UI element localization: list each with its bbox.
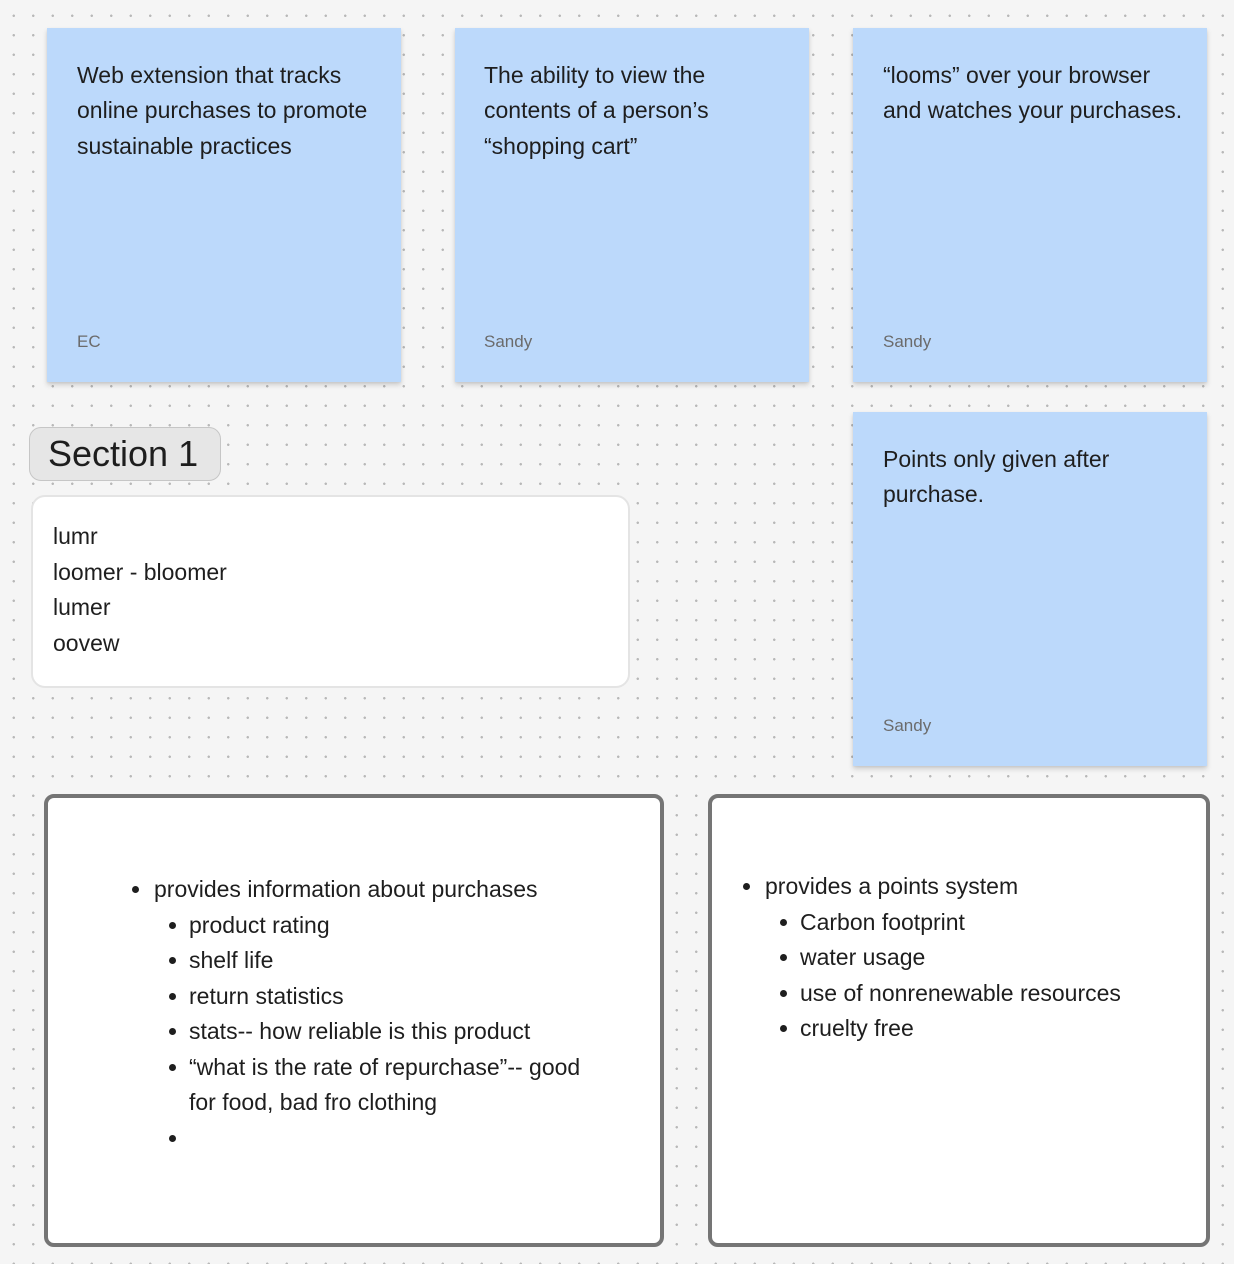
bullet-list: [132, 872, 602, 1156]
sub-list-item: [189, 1014, 602, 1050]
sticky-note-web-extension[interactable]: [47, 28, 401, 382]
bullet-icon: [743, 883, 750, 890]
list-item-text: provides information about purchases: [154, 876, 538, 902]
sticky-note-text: Points only given after purchase.: [883, 446, 1116, 508]
sticky-note-looms[interactable]: [853, 28, 1207, 382]
sub-list-item-text: “what is the rate of repurchase”-- good for food, bad fro clothing: [189, 1053, 581, 1115]
sub-list-item: [800, 905, 1183, 941]
points-system-list-card[interactable]: [708, 794, 1210, 1247]
sub-list-item-text: water usage: [800, 944, 926, 970]
sub-list: [154, 908, 602, 1157]
sticky-note-author: Sandy: [883, 332, 932, 351]
sub-list-item-empty[interactable]: [189, 1121, 602, 1157]
bullet-icon: [780, 1025, 787, 1032]
bullet-icon: [780, 954, 787, 961]
bullet-list: [743, 869, 1183, 1047]
sub-list-item-text: use of nonrenewable resources: [800, 979, 1121, 1006]
bullet-icon: [780, 919, 787, 926]
sticky-note-text: “looms” over your browser and watches your purchases.: [883, 62, 1183, 124]
text-line: oovew: [53, 629, 120, 656]
sub-list-item-text: return statistics: [189, 982, 344, 1009]
list-item-text: provides a points system: [765, 873, 1019, 899]
sticky-note-author: EC: [77, 332, 101, 351]
sub-list-item: [189, 1050, 602, 1121]
purchase-info-list-card[interactable]: [44, 794, 664, 1247]
sub-list-item: [189, 908, 602, 944]
list-item: [132, 872, 602, 1156]
bullet-icon: [169, 922, 176, 929]
bullet-icon: [780, 990, 787, 997]
sub-list-item-text: Carbon footprint: [800, 908, 965, 935]
bullet-icon: [169, 993, 176, 1000]
sub-list-item: [800, 940, 1183, 976]
bullet-icon: [169, 1028, 176, 1035]
bullet-icon: [169, 1064, 176, 1071]
section-label[interactable]: Section 1: [29, 427, 221, 481]
sub-list: [765, 905, 1183, 1047]
bullet-icon: [169, 1135, 176, 1142]
sub-list-item: [189, 943, 602, 979]
sticky-note-shopping-cart[interactable]: [455, 28, 809, 382]
sub-list-item-text: shelf life: [189, 947, 274, 973]
sticky-note-author: Sandy: [883, 716, 932, 735]
text-line: lumer: [53, 594, 111, 620]
sub-list-item: [800, 976, 1183, 1012]
text-line: loomer - bloomer: [53, 558, 227, 585]
sub-list-item: [800, 1011, 1183, 1047]
bullet-icon: [169, 957, 176, 964]
sub-list-item: [189, 979, 602, 1015]
sub-list-item-text: product rating: [189, 911, 330, 938]
bullet-icon: [132, 886, 139, 893]
sticky-note-text: The ability to view the contents of a person’s “shopping cart”: [484, 62, 715, 159]
sticky-note-points[interactable]: [853, 412, 1207, 766]
sticky-note-author: Sandy: [484, 332, 533, 351]
name-ideas-card[interactable]: [31, 495, 630, 688]
sub-list-item-text: cruelty free: [800, 1015, 914, 1041]
text-line: lumr: [53, 523, 98, 549]
sub-list-item-text: stats-- how reliable is this product: [189, 1018, 531, 1044]
sticky-note-text: Web extension that tracks online purchases to promote sustainable practices: [77, 62, 374, 159]
list-item: [743, 869, 1183, 1047]
